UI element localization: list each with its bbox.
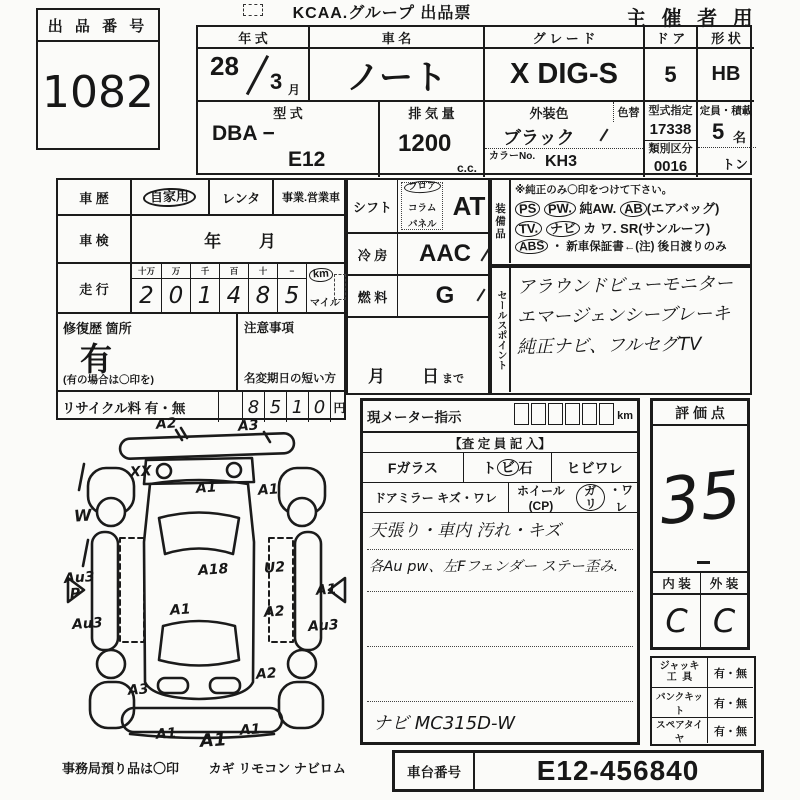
damage-code: P — [69, 585, 81, 603]
tool-label — [652, 658, 708, 687]
navi-circled: ナビ — [545, 220, 580, 237]
digit-value: 0 — [168, 283, 184, 309]
recycle-blank-cell — [218, 392, 242, 422]
tool-value: 有・無 — [714, 725, 747, 738]
repair-note: (有の場合は〇印を) — [63, 374, 154, 386]
organizer-label: 主 催 者 用 — [626, 8, 758, 30]
recycle-digit: 1 — [286, 392, 308, 422]
footer-note-row — [62, 758, 346, 777]
airbag-note: (エアバッグ) — [646, 201, 720, 216]
ext-color-value: ブラック — [503, 128, 575, 148]
mileage-digit-cell — [277, 264, 306, 314]
ruled-line — [367, 549, 633, 550]
car-name-value: ノート — [308, 49, 483, 102]
equipment-content — [511, 180, 749, 263]
damage-code: A1 — [257, 481, 280, 499]
wheel-damage-circled: ガリ — [575, 483, 606, 512]
form-title: KCAA.グループ 出品票 — [292, 5, 472, 22]
equipment-line-1 — [515, 198, 745, 217]
tool-label-line2: 工 具 — [666, 671, 693, 683]
recycle-digit: 0 — [308, 392, 330, 422]
assessor-notes-area — [363, 513, 637, 742]
month-value: 3 — [270, 69, 283, 94]
month-suffix: 月 — [288, 83, 301, 97]
exhibit-number-value: 1082 — [42, 66, 154, 118]
sales-line: 純正ナビ、フルセグTV — [516, 333, 702, 358]
repair-label: 修復歴 箇所 — [63, 321, 132, 336]
digit-value: 1 — [197, 283, 213, 309]
displacement-unit: c.c. — [456, 161, 477, 175]
meter-unit: km — [617, 410, 633, 422]
digit-place: 百 — [220, 264, 248, 279]
recycle-label: リサイクル料 有・無 — [62, 401, 186, 416]
rename-label: 名変期日の短い方 — [244, 373, 336, 385]
shift-column-option: コラム — [408, 203, 437, 214]
spec-column — [346, 178, 490, 395]
sales-line: エマージェンシーブレーキ — [516, 303, 731, 328]
wheel-label-cell — [508, 483, 637, 513]
chassis-label: 車台番号 — [395, 753, 475, 789]
color-no-label: カラーNo. — [489, 151, 536, 162]
stone-pre: ト — [482, 459, 497, 476]
tool-label-line1: ジャッキ — [659, 661, 700, 672]
pw-circled: PW. — [544, 200, 577, 217]
score-panel — [650, 398, 750, 650]
digit-place: 十 — [249, 264, 277, 279]
history-private — [132, 180, 208, 216]
capacity-divider — [698, 147, 756, 148]
stone-post: 石 — [518, 459, 533, 476]
digit-value: 2 — [139, 283, 154, 309]
mileage-digit-cell — [190, 264, 219, 314]
shift-label: シフト — [348, 180, 398, 234]
damage-code: Au3 — [307, 616, 340, 636]
tv-circled: TV. — [515, 220, 543, 237]
model-line2: E12 — [288, 148, 326, 171]
assessor-note: 天張り・車内 汚れ・キズ — [369, 521, 562, 541]
inspection-value: 年 月 — [132, 216, 348, 264]
digit-value: 8 — [255, 283, 271, 309]
aw-item: 純AW. — [579, 201, 617, 216]
year-label: 年 式 — [198, 27, 308, 49]
date-day: 日 — [422, 367, 439, 386]
tool-row — [652, 718, 753, 743]
load-unit: トン — [721, 157, 748, 172]
damage-code: A18 — [197, 560, 229, 580]
meter-digit-box — [599, 403, 614, 425]
recycle-digit: 5 — [264, 392, 286, 422]
door-label: ド ア — [643, 27, 696, 49]
damage-code: A1 — [199, 729, 228, 752]
shift-options — [398, 180, 446, 234]
ruled-line — [367, 701, 633, 702]
warranty-item: ・ 新車保証書←(注) 後日渡りのみ — [551, 241, 727, 253]
kept-items: カギ リモコン ナビロム — [208, 761, 346, 776]
damage-diagram — [58, 415, 355, 752]
damage-code: W — [73, 505, 93, 526]
tool-value: 有・無 — [714, 667, 747, 680]
mileage-digit-cell — [248, 264, 277, 314]
sales-content — [511, 268, 749, 392]
damage-code: XX — [129, 463, 153, 481]
abs-circled: ABS — [515, 238, 549, 254]
repair-value: 有 — [80, 341, 113, 377]
check-mark — [476, 289, 485, 302]
mileage-digit-cell — [219, 264, 248, 314]
year-value: 28 — [210, 51, 239, 81]
category-label: 類別区分 — [643, 140, 696, 155]
check-mark — [599, 129, 608, 142]
stone-mid-circled: ビ — [496, 459, 519, 477]
meter-label: 現メーター指示 — [367, 410, 462, 425]
assessor-header: 【査 定 員 記 入】 — [363, 433, 637, 453]
history-business: 事業.営業車 — [272, 180, 348, 216]
damage-code: A1 — [169, 601, 192, 619]
sunroof-item: SR(サンルーフ) — [620, 221, 711, 236]
digit-value: 5 — [284, 283, 300, 309]
mileage-stamp-box — [334, 274, 346, 300]
damage-code: A1 — [155, 725, 178, 743]
grade-value: X DIG-S — [483, 49, 643, 102]
ac-label: 冷 房 — [348, 234, 398, 276]
damage-code: Au3 — [71, 614, 104, 634]
mileage-unit-cell — [306, 264, 348, 314]
model-line1: DBA − — [212, 122, 275, 145]
assessor-note: 各Au pw、左Fフェンダー ステー歪み. — [369, 559, 619, 575]
capacity-cell — [696, 119, 754, 177]
repair-cell — [58, 314, 238, 392]
shape-value: HB — [696, 49, 754, 102]
wheel-label: ホイール(CP) — [517, 484, 565, 513]
color-change-label: 色替 — [613, 102, 643, 122]
stone-chip-label — [463, 453, 551, 483]
door-value: 5 — [643, 49, 696, 102]
tool-value: 有・無 — [714, 697, 747, 710]
sales-point-box — [490, 266, 752, 395]
meter-boxes — [462, 403, 615, 430]
private-use-circled: 自家用 — [143, 187, 197, 208]
km-unit-circled: km — [309, 267, 334, 282]
color-no-value: KH3 — [545, 153, 578, 170]
fuel-value — [398, 276, 492, 318]
airbag-circled: AB — [620, 200, 648, 217]
year-cell — [198, 49, 308, 102]
tool-row — [652, 688, 753, 718]
digit-place: − — [278, 264, 306, 279]
damage-code: A3 — [127, 681, 150, 699]
exterior-value: C — [700, 595, 747, 647]
recycle-unit: 円 — [330, 392, 348, 422]
check-mark — [480, 249, 489, 262]
equipment-box — [490, 178, 752, 266]
interior-value: C — [665, 602, 688, 640]
caution-label: 注意事項 — [244, 321, 295, 335]
damage-code: U2 — [263, 559, 286, 577]
title-stamp-box — [243, 4, 263, 16]
meter-digit-box — [582, 403, 597, 425]
equipment-note: ※純正のみ〇印をつけて下さい。 — [515, 184, 673, 196]
model-label: 型 式 — [273, 105, 303, 121]
mile-unit: マイル — [310, 298, 340, 309]
type-designation-label: 型式指定 — [643, 102, 696, 118]
shift-floor-circled: フロア — [404, 180, 441, 194]
history-label: 車 歴 — [58, 180, 132, 216]
mileage-digit-cell — [161, 264, 190, 314]
damage-code: A2 — [255, 665, 278, 683]
equipment-vertical-label: 装備品 — [492, 180, 511, 263]
office-keep-note: 事務局預り品は〇印 — [62, 761, 180, 776]
meter-digit-box — [548, 403, 563, 425]
rename-date-cell — [348, 318, 492, 397]
equipment-line-3 — [515, 238, 745, 254]
ps-circled: PS — [515, 200, 541, 217]
shift-panel-option: パネル — [408, 219, 437, 230]
history-rental: レンタ — [208, 180, 272, 216]
digit-value: 4 — [226, 283, 242, 309]
damage-code: A1 — [315, 581, 338, 599]
capacity-value: 5 — [712, 119, 725, 144]
crack-label: ヒビワレ — [551, 453, 637, 483]
color-divider — [485, 148, 645, 149]
f-glass-label: Fガラス — [363, 453, 463, 483]
damage-code: A2 — [263, 603, 286, 621]
recycle-digit: 8 — [242, 392, 264, 422]
chassis-value: E12-456840 — [536, 755, 700, 786]
leather-item: カ ワ. — [583, 221, 617, 236]
digit-place: 千 — [191, 264, 219, 279]
model-cell — [198, 122, 378, 177]
meter-row — [363, 401, 637, 433]
damage-code: A3 — [237, 417, 260, 435]
inspection-label: 車 検 — [58, 216, 132, 264]
fuel-label: 燃 料 — [348, 276, 398, 318]
displacement-cell — [378, 122, 483, 177]
displacement-value: 1200 — [398, 130, 452, 157]
meter-digit-box — [565, 403, 580, 425]
category-value: 0016 — [643, 155, 696, 177]
ruled-line — [367, 646, 633, 647]
capacity-label: 定員・積載 — [696, 102, 754, 119]
caution-cell — [238, 314, 348, 392]
car-outline-drawing — [58, 420, 355, 752]
interior-label: 内 装 — [653, 571, 700, 595]
tool-row — [652, 658, 753, 688]
wheel-damage-rest: ・ワレ — [609, 482, 634, 514]
meter-digit-box — [531, 403, 546, 425]
ext-color-label: 外装色 — [483, 102, 613, 122]
date-month: 月 — [368, 367, 385, 386]
equipment-line-2 — [515, 218, 745, 237]
digit-place: 万 — [162, 264, 190, 279]
tool-label: パンクキット — [652, 688, 708, 717]
ac-value-text: AAC — [419, 240, 471, 267]
shape-label: 形 状 — [696, 27, 754, 49]
year-slash — [246, 55, 269, 95]
displacement-label: 排 気 量 — [378, 102, 483, 122]
digit-place: 十万 — [132, 264, 161, 279]
exhibit-number-box — [36, 8, 160, 150]
door-mirror-label: ドアミラー キズ・ワレ — [363, 483, 508, 513]
ac-value — [398, 234, 492, 276]
date-suffix: まで — [442, 373, 464, 385]
ext-color-cell — [483, 122, 643, 177]
mileage-label: 走 行 — [58, 264, 132, 314]
vehicle-table — [196, 25, 752, 175]
tool-label: スペアタイヤ — [652, 718, 708, 743]
tools-panel — [650, 656, 756, 746]
exterior-label: 外 装 — [700, 571, 747, 595]
score-header: 評 価 点 — [653, 401, 747, 426]
history-table — [56, 178, 346, 420]
damage-code: A2 — [155, 415, 178, 433]
ruled-line — [367, 591, 633, 592]
capacity-unit: 名 — [732, 130, 746, 145]
mileage-digit-cell — [132, 264, 161, 314]
meter-digit-box — [514, 403, 529, 425]
damage-code: A1 — [195, 479, 218, 497]
chassis-row — [392, 750, 764, 792]
score-value: 35 — [655, 457, 745, 540]
type-designation-value: 17338 — [643, 118, 696, 140]
score-underline — [697, 561, 710, 564]
grade-label: グ レ ー ド — [483, 27, 643, 49]
sales-vertical-label: セールスポイント — [492, 268, 511, 392]
exhibit-number-label: 出 品 番 号 — [38, 10, 158, 42]
car-name-label: 車 名 — [308, 27, 483, 49]
shift-value: AT — [446, 180, 492, 234]
assessment-panel — [360, 398, 640, 745]
fuel-value-text: G — [435, 282, 455, 309]
navi-model-note: ナビ MC315D-W — [373, 713, 516, 734]
damage-code: A1 — [239, 721, 262, 739]
damage-code: Au3 — [63, 568, 96, 588]
sales-line: アラウンドビューモニター — [516, 273, 734, 298]
